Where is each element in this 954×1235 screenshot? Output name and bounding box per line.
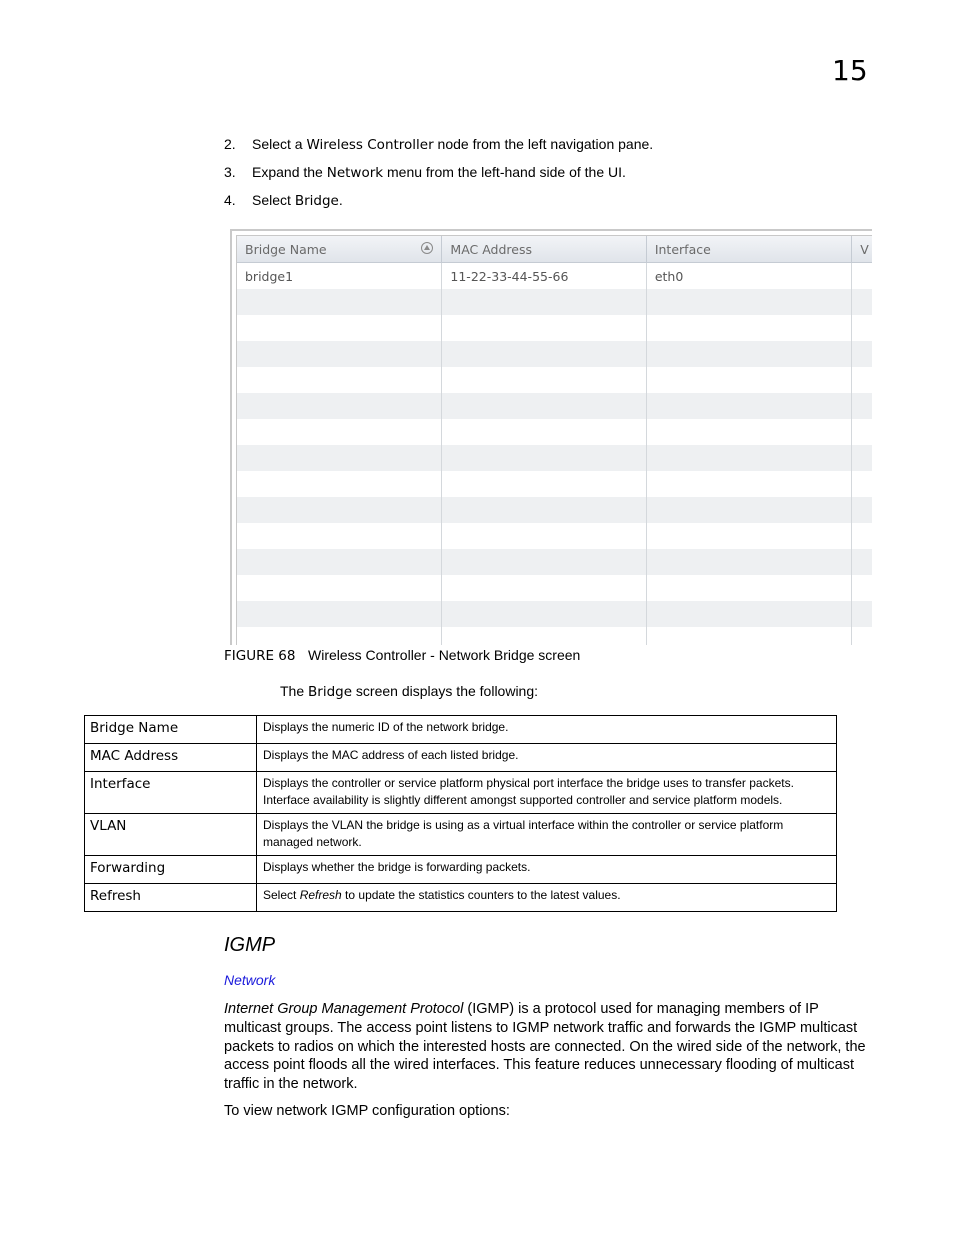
column-header-label: MAC Address — [450, 242, 533, 257]
step-item — [224, 163, 653, 191]
column-header-interface[interactable] — [647, 236, 852, 262]
table-row — [85, 744, 837, 772]
cell-mac-address: 11-22-33-44-55-66 — [442, 263, 646, 289]
step-number: 4. — [224, 192, 236, 208]
column-header-vlan[interactable] — [852, 236, 872, 262]
chapter-number: 15 — [832, 54, 868, 87]
step-term: Wireless Controller — [306, 137, 434, 153]
column-header-bridge-name[interactable] — [237, 236, 442, 262]
field-name: MAC Address — [85, 744, 257, 772]
empty-row — [237, 341, 872, 367]
desc-text: Select — [263, 888, 300, 902]
field-name: VLAN — [85, 814, 257, 856]
empty-row — [237, 289, 872, 315]
step-term: Network — [326, 165, 384, 181]
empty-row — [237, 315, 872, 341]
field-description: Displays the MAC address of each listed bridge. — [257, 744, 837, 772]
cell-bridge-name: bridge1 — [237, 263, 442, 289]
grid-header — [237, 236, 872, 263]
section-paragraph — [224, 1000, 869, 1094]
desc-emphasis: Refresh — [299, 888, 342, 902]
figure-caption — [224, 647, 580, 664]
bridge-screenshot — [230, 229, 872, 645]
step-list — [224, 135, 653, 219]
column-header-label: Bridge Name — [245, 242, 327, 257]
step-text: node from the left navigation pane. — [433, 136, 654, 152]
step-text: Select a — [252, 136, 307, 152]
table-row — [85, 814, 837, 856]
empty-row — [237, 367, 872, 393]
field-name: Forwarding — [85, 856, 257, 884]
table-row — [85, 716, 837, 744]
step-text: . — [338, 192, 343, 208]
breadcrumb-link-network[interactable]: Network — [224, 972, 276, 988]
step-number: 2. — [224, 136, 236, 152]
empty-row — [237, 627, 872, 645]
column-header-label: V — [860, 242, 869, 257]
step-text: menu from the left-hand side of the UI. — [383, 164, 626, 180]
field-description: Displays the numeric ID of the network bridge. — [257, 716, 837, 744]
sort-ascending-icon[interactable] — [421, 242, 433, 254]
column-header-label: Interface — [654, 242, 711, 257]
table-row — [85, 772, 837, 814]
step-item — [224, 135, 653, 163]
empty-row — [237, 601, 872, 627]
table-row — [85, 856, 837, 884]
table-row[interactable] — [237, 263, 872, 289]
step-item — [224, 191, 653, 219]
intro-term: Bridge — [308, 684, 353, 700]
section-paragraph-2: To view network IGMP configuration options: — [224, 1103, 510, 1119]
empty-row — [237, 445, 872, 471]
empty-row — [237, 419, 872, 445]
field-description: Displays the controller or service platform physical port interface the bridge uses to transfer packets. Interface availability is slightly different amongst supported controller and service platform models. — [257, 772, 837, 814]
para-text: (IGMP) is a protocol used for managing members of IP multicast groups. The access point listens to IGMP network traffic and forwards the IGMP multicast packets to radios on which the interested hosts are connected. On the wired side of the network, the access point floods all the wired interfaces. This feature reduces unnecessary flooding of multicast traffic in the network. — [224, 1001, 866, 1093]
empty-row — [237, 393, 872, 419]
field-name: Interface — [85, 772, 257, 814]
empty-row — [237, 575, 872, 601]
field-description — [257, 884, 837, 912]
empty-row — [237, 549, 872, 575]
step-term: Bridge — [294, 193, 339, 209]
empty-row — [237, 523, 872, 549]
description-table — [84, 715, 837, 912]
cell-vlan — [852, 263, 872, 289]
step-text: Select — [252, 192, 295, 208]
figure-title: Wireless Controller - Network Bridge screen — [308, 647, 581, 663]
field-name: Bridge Name — [85, 716, 257, 744]
step-text: Expand the — [252, 164, 327, 180]
intro-text — [280, 683, 538, 700]
table-row — [85, 884, 837, 912]
field-description: Displays the VLAN the bridge is using as a virtual interface within the controller or service platform managed network. — [257, 814, 837, 856]
bridge-grid — [236, 235, 872, 645]
figure-label: FIGURE 68 — [224, 648, 296, 664]
field-name: Refresh — [85, 884, 257, 912]
cell-interface: eth0 — [647, 263, 852, 289]
empty-row — [237, 497, 872, 523]
desc-text: to update the statistics counters to the latest values. — [341, 888, 621, 902]
intro-pre: The — [280, 683, 309, 699]
empty-row — [237, 471, 872, 497]
para-emphasis: Internet Group Management Protocol — [224, 1001, 464, 1017]
step-number: 3. — [224, 164, 236, 180]
intro-post: screen displays the following: — [352, 683, 539, 699]
column-header-mac-address[interactable] — [442, 236, 646, 262]
field-description: Displays whether the bridge is forwarding packets. — [257, 856, 837, 884]
section-title: IGMP — [224, 934, 276, 956]
